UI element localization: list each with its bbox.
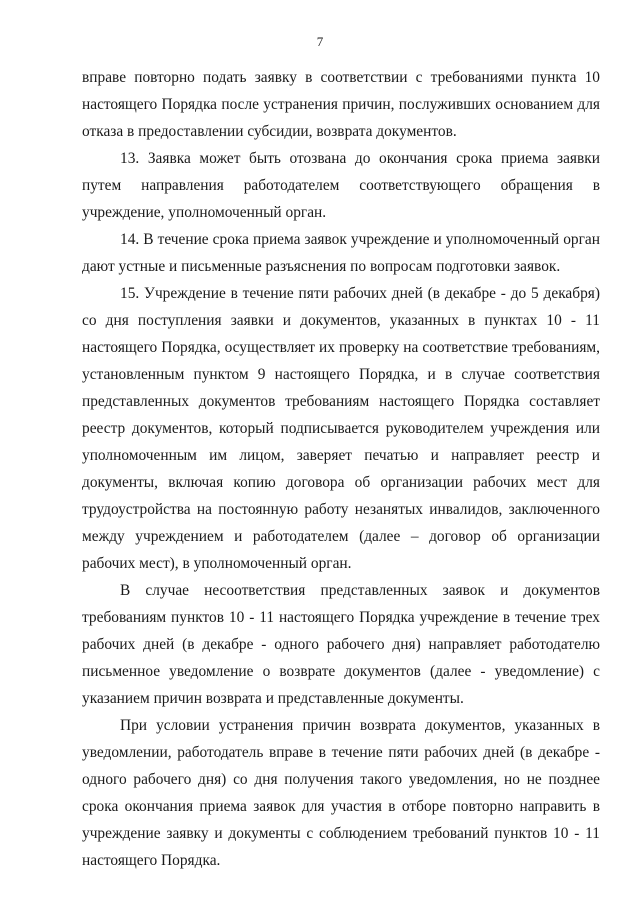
paragraph-14: 14. В течение срока приема заявок учреждение и уполномоченный орган дают устные и письменные разъяснения по вопросам подготовки заявок. (82, 231, 600, 275)
paragraph-13: 13. Заявка может быть отозвана до окончания срока приема заявки путем направления работодателем соответствующего обращения в учреждение, уполномоченный орган. (82, 150, 600, 221)
paragraph-resubmission: При условии устранения причин возврата документов, указанных в уведомлении, работодатель вправе в течение пяти рабочих дней (в декабре - одного рабочего дня) со дня получения такого уведомления, но не позднее срока окончания приема заявок для участия в отборе повторно направить в учреждение заявку и документы с соблюдением требований пунктов 10 - 11 настоящего Порядка. (82, 717, 600, 869)
paragraph-continuation: вправе повторно подать заявку в соответствии с требованиями пункта 10 настоящего Порядка после устранения причин, послуживших основанием для отказа в предоставлении субсидии, возврата документов. (82, 69, 600, 140)
page-number: 7 (316, 34, 324, 49)
document-body (82, 64, 600, 874)
paragraph-15: 15. Учреждение в течение пяти рабочих дней (в декабре - до 5 декабря) со дня поступления заявки и документов, указанных в пунктах 10 - 11 настоящего Порядка, осуществляет их проверку на соответствие требованиям, установленным пунктом 9 настоящего Порядка, и в случае соответствия представленных документов требованиям настоящего Порядка составляет реестр документов, который подписывается руководителем учреждения или уполномоченным им лицом, заверяет печатью и направляет реестр и документы, включая копию договора об организации рабочих мест для трудоустройства на постоянную работу незанятых инвалидов, заключенного между учреждением и работодателем (далее – договор об организации рабочих мест), в уполномоченный орган. (82, 285, 600, 572)
paragraph-mismatch: В случае несоответствия представленных заявок и документов требованиям пунктов 10 - 11 настоящего Порядка учреждение в течение трех рабочих дней (в декабре - одного рабочего дня) направляет работодателю письменное уведомление о возврате документов (далее - уведомление) с указанием причин возврата и представленные документы. (82, 582, 600, 707)
